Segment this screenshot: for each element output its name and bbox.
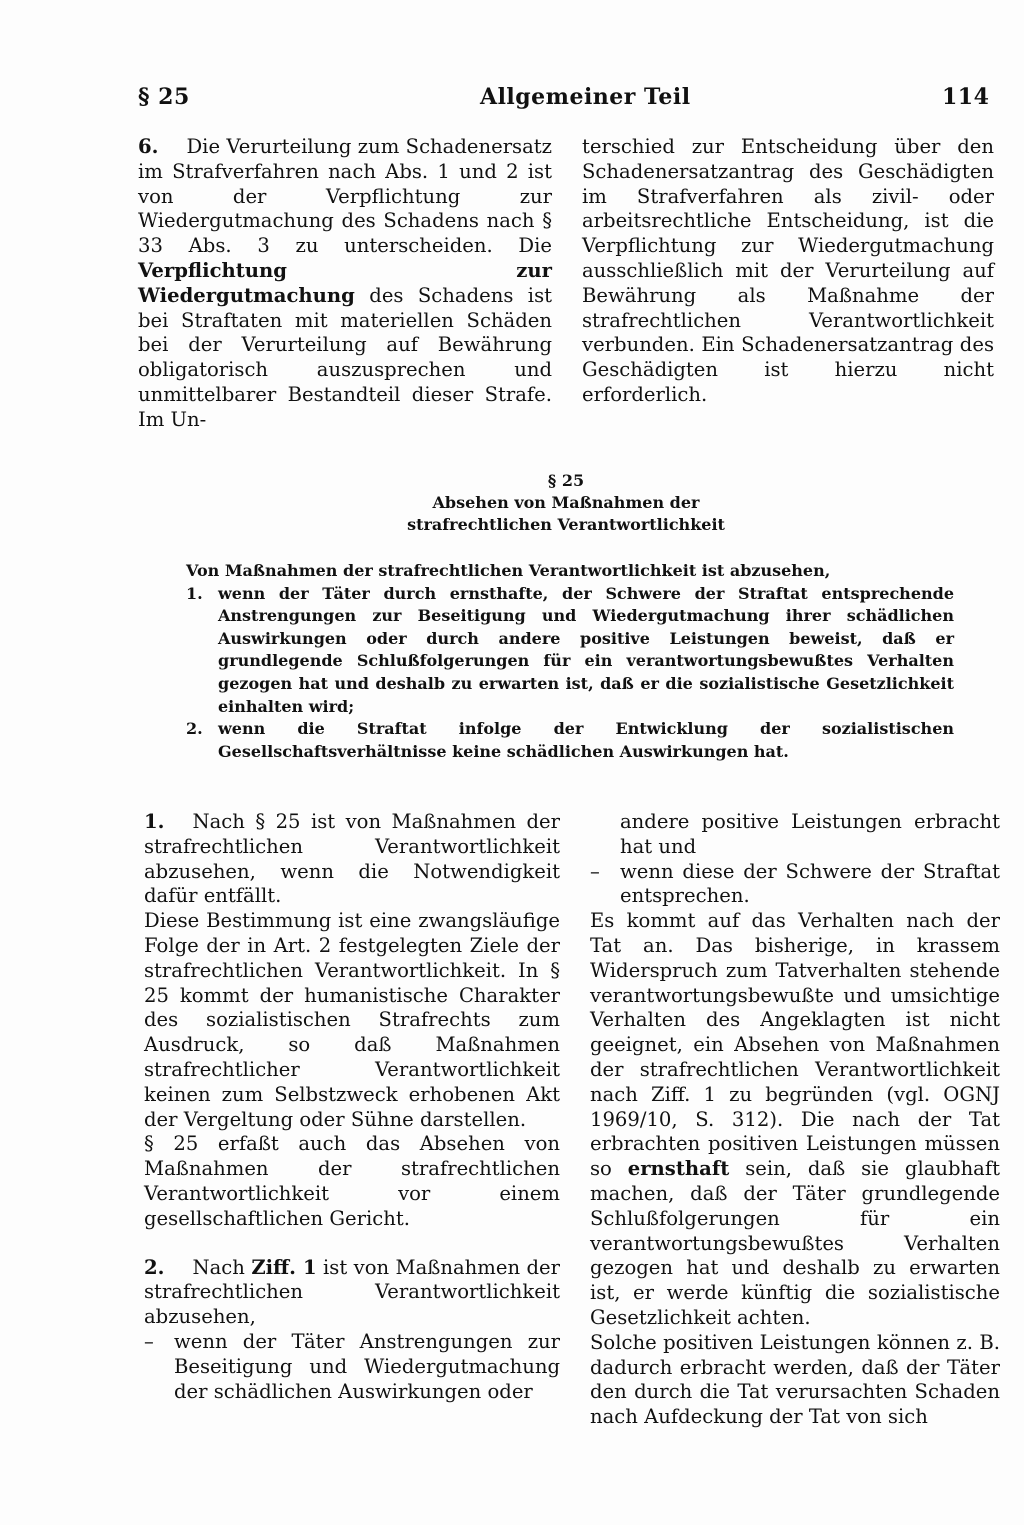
- page-number: 114: [942, 84, 990, 110]
- commentary-2-pre: Nach: [192, 1255, 245, 1279]
- statute-title-line-1: Absehen von Maßnahmen der: [432, 493, 700, 512]
- commentary-1-paragraph-2: Diese Bestimmung ist eine zwangsläufige Folge der in Art. 2 festgelegten Ziele der strafrechtlichen Verantwortlichkeit. In § 25 kommt der humanistische Charakter des sozialistischen Strafrechts zum Ausdruck, so daß Maßnahmen strafrechtlicher Verantwortlichkeit keinen zum Selbstzweck erhobenen Akt der Vergeltung oder Sühne darstellen.: [144, 909, 560, 1131]
- note-6-left-column: [138, 135, 552, 433]
- note-6-text-a: Die Verurteilung zum Schadenersatz im Strafverfahren nach Abs. 1 und 2 ist von der Verpflichtung zur Wiedergutmachung des Schadens nach § 33 Abs. 3 zu unterscheiden. Die: [138, 135, 552, 258]
- statute-item-1-number: 1.: [186, 583, 203, 603]
- note-6-text-b: des Schadens ist bei Straftaten mit materiellen Schäden bei der Verurteilung auf Bewährung obligatorisch auszusprechen und unmittelbarer Bestandteil dieser Strafe. Im Un-: [138, 283, 553, 431]
- commentary-2-paragraph-2-text-a: Es kommt auf das Verhalten nach der Tat an. Das bisherige, in krassem Widerspruch zum Tatverhalten stehende verantwortungsbewußte und umsichtige Verhalten des Angeklagten ist nicht geeignet, ein Absehen von Maßnahmen der strafrechtlichen Verantwortlichkeit nach Ziff. 1 zu begründen (vgl. OGNJ 1969/10, S. 312). Die nach der Tat erbrachten positiven Leistungen müssen so: [590, 909, 1000, 1181]
- statute-item-2-text: wenn die Straftat infolge der Entwicklung der sozialistischen Gesellschaftsverhältnisse keine schädlichen Auswirkungen hat.: [218, 719, 954, 761]
- dash-marker: –: [144, 1329, 154, 1353]
- header-title: Allgemeiner Teil: [480, 84, 691, 110]
- commentary-2-dash-item-1-text: wenn der Täter Anstrengungen zur Beseitigung und Wiedergutmachung der schädlichen Auswirkungen oder: [174, 1329, 560, 1403]
- statute-intro: Von Maßnahmen der strafrechtlichen Verantwortlichkeit ist abzusehen,: [186, 561, 831, 580]
- note-6-right-column: [582, 135, 994, 408]
- commentary-2-paragraph: [144, 1256, 560, 1330]
- statute-item-2: [186, 718, 954, 763]
- statute-title-line-2: strafrechtlichen Verantwortlichkeit: [407, 515, 725, 534]
- statute-item-1-text: wenn der Täter durch ernsthafte, der Schwere der Straftat entsprechende Anstrengungen zur Beseitigung und Wiedergutmachung ihrer schädlichen Auswirkungen oder durch andere positive Leistungen beweist, daß er grundlegende Schlußfolgerungen für ein verantwortungsbewußtes Verhalten gezogen hat und deshalb zu erwarten ist, daß er die sozialistische Gesetzlichkeit einhalten wird;: [218, 583, 954, 716]
- commentary-2-dash-item-1: [144, 1330, 560, 1404]
- dash-marker: –: [590, 859, 600, 883]
- commentary-left-column: [144, 810, 560, 1404]
- commentary-1-paragraph-3: § 25 erfaßt auch das Absehen von Maßnahmen der strafrechtlichen Verantwortlichkeit vor einem gesellschaftlichen Gericht.: [144, 1132, 560, 1230]
- commentary-1-paragraph: [144, 810, 560, 909]
- commentary-1-text: Nach § 25 ist von Maßnahmen der strafrechtlichen Verantwortlichkeit abzusehen, wenn die Notwendigkeit dafür entfällt.: [144, 810, 560, 908]
- statute-paragraph-number: § 25: [547, 471, 585, 490]
- commentary-2-bold-term: ernsthaft: [627, 1157, 730, 1181]
- note-6-bold-term: Verpflichtung zur Wiedergutmachung: [138, 258, 552, 307]
- commentary-2-bold-ref: Ziff. 1: [251, 1255, 317, 1279]
- commentary-1-number: 1.: [144, 810, 165, 833]
- commentary-2-dash-item-1-continued: andere positive Leistungen erbracht hat und: [620, 810, 1000, 858]
- header-section: § 25: [138, 84, 190, 110]
- commentary-2-dash-item-2: [590, 860, 1000, 910]
- commentary-2-paragraph-2: [590, 909, 1000, 1331]
- note-6-right-text: terschied zur Entscheidung über den Schadenersatzantrag des Geschädigten im Strafverfahren als zivil- oder arbeitsrechtliche Entscheidung, ist die Verpflichtung zur Wiedergutmachung ausschließlich mit der Verurteilung auf Bewährung als Maßnahme der strafrechtlichen Verantwortlichkeit verbunden. Ein Schadenersatzantrag des Geschädigten ist hierzu nicht erforderlich.: [582, 135, 994, 406]
- statute-item-2-number: 2.: [186, 719, 203, 739]
- commentary-2-paragraph-2-text-b: sein, daß sie glaubhaft machen, daß der Täter grundlegende Schlußfolgerungen für ein verantwortungsbewußtes Verhalten gezogen hat und deshalb zu erwarten ist, er werde künftig die sozialistische Gesetzlichkeit achten.: [590, 1157, 1000, 1329]
- commentary-2-text: ist von Maßnahmen der strafrechtlichen Verantwortlichkeit abzusehen,: [144, 1255, 561, 1329]
- commentary-2-number: 2.: [144, 1255, 165, 1279]
- statute-body: [186, 560, 954, 763]
- commentary-right-column: [590, 810, 1000, 1430]
- commentary-2-paragraph-3: Solche positiven Leistungen können z. B. dadurch erbracht werden, daß der Täter den durch die Tat verursachten Schaden nach Aufdeckung der Tat von sich: [590, 1330, 1000, 1429]
- commentary-2-dash-item-2-text: wenn diese der Schwere der Straftat entsprechen.: [620, 859, 1000, 908]
- statute-item-1: [186, 583, 954, 719]
- note-6-number: 6.: [138, 135, 159, 158]
